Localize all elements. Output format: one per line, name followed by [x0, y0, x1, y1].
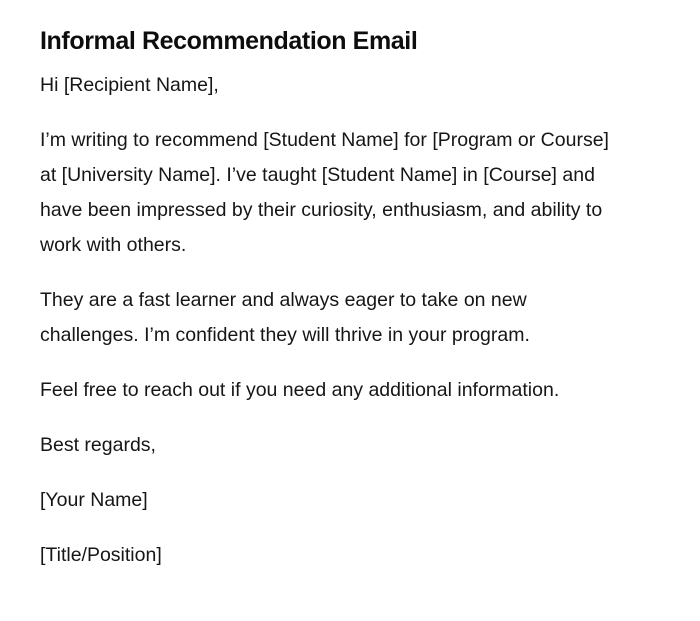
greeting: Hi [Recipient Name], — [40, 74, 219, 96]
body-paragraph-3: Feel free to reach out if you need any additional information. — [40, 379, 560, 401]
body-paragraph-1: I’m writing to recommend [Student Name] for [Program or Course] at [University Name]. I’ve taught [Student Name] in [Course] and have been impressed by their curiosity, enthusiasm, and ability to work with others. — [40, 129, 609, 256]
body-paragraph-2: They are a fast learner and always eager to take on new challenges. I’m confident they will thrive in your program. — [40, 289, 530, 346]
signature-name: [Your Name] — [40, 489, 148, 511]
document-title: Informal Recommendation Email — [40, 27, 418, 55]
closing: Best regards, — [40, 434, 156, 456]
signature-title: [Title/Position] — [40, 544, 162, 566]
